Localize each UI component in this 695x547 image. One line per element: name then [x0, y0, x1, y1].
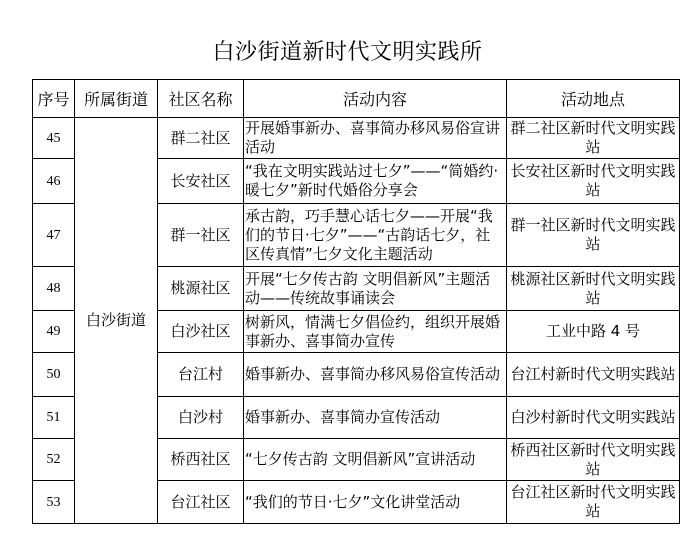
cell-community: 台江村 — [158, 353, 244, 397]
cell-community: 群一社区 — [158, 204, 244, 267]
cell-seq: 53 — [33, 481, 75, 524]
cell-seq: 48 — [33, 267, 75, 311]
cell-community: 桥西社区 — [158, 439, 244, 481]
header-seq: 序号 — [33, 80, 75, 118]
cell-content: 婚事新办、喜事简办移风易俗宣传活动 — [244, 353, 507, 397]
cell-street: 白沙街道 — [75, 118, 158, 524]
header-row — [33, 80, 680, 118]
activity-table — [32, 79, 680, 524]
cell-content: 承古韵，巧手慧心话七夕——开展“我们的节日·七夕”——“古韵话七夕，社区传真情”七夕文化主题活动 — [244, 204, 507, 267]
cell-community: 桃源社区 — [158, 267, 244, 311]
cell-community: 台江社区 — [158, 481, 244, 524]
cell-seq: 45 — [33, 118, 75, 159]
cell-content: “七夕传古韵 文明倡新风”宣讲活动 — [244, 439, 507, 481]
cell-location: 桃源社区新时代文明实践站 — [507, 267, 680, 311]
cell-location: 白沙村新时代文明实践站 — [507, 397, 680, 439]
cell-seq: 47 — [33, 204, 75, 267]
cell-location: 群一社区新时代文明实践站 — [507, 204, 680, 267]
cell-seq: 51 — [33, 397, 75, 439]
header-location: 活动地点 — [507, 80, 680, 118]
cell-seq: 46 — [33, 159, 75, 204]
cell-content: “我们的节日·七夕”文化讲堂活动 — [244, 481, 507, 524]
cell-seq: 52 — [33, 439, 75, 481]
cell-seq: 50 — [33, 353, 75, 397]
cell-location: 台江村新时代文明实践站 — [507, 353, 680, 397]
cell-content: 婚事新办、喜事简办宣传活动 — [244, 397, 507, 439]
cell-content: “我在文明实践站过七夕”——“简婚约·暖七夕”新时代婚俗分享会 — [244, 159, 507, 204]
header-community: 社区名称 — [158, 80, 244, 118]
cell-location: 群二社区新时代文明实践站 — [507, 118, 680, 159]
cell-content: 开展“七夕传古韵 文明倡新风”主题活动——传统故事诵读会 — [244, 267, 507, 311]
table-row — [33, 118, 680, 159]
cell-location: 工业中路 4 号 — [507, 311, 680, 353]
cell-content: 开展婚事新办、喜事简办移风易俗宣讲活动 — [244, 118, 507, 159]
cell-community: 白沙村 — [158, 397, 244, 439]
header-content: 活动内容 — [244, 80, 507, 118]
cell-location: 长安社区新时代文明实践站 — [507, 159, 680, 204]
header-street: 所属街道 — [75, 80, 158, 118]
cell-community: 长安社区 — [158, 159, 244, 204]
cell-community: 群二社区 — [158, 118, 244, 159]
cell-seq: 49 — [33, 311, 75, 353]
cell-community: 白沙社区 — [158, 311, 244, 353]
cell-location: 桥西社区新时代文明实践站 — [507, 439, 680, 481]
cell-location: 台江社区新时代文明实践站 — [507, 481, 680, 524]
cell-content: 树新风，情满七夕倡俭约，组织开展婚事新办、喜事简办宣传 — [244, 311, 507, 353]
page-title: 白沙街道新时代文明实践所 — [212, 40, 483, 65]
